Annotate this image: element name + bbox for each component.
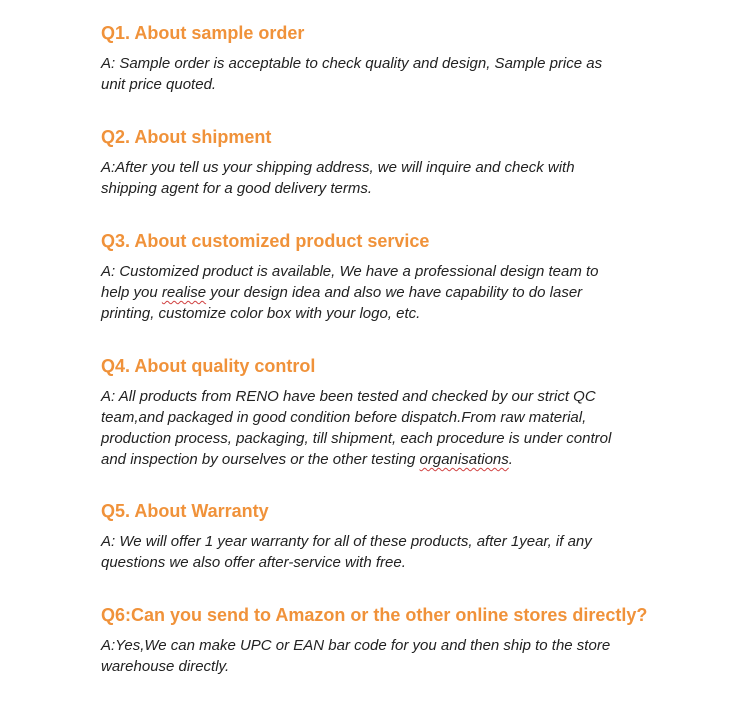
faq-question: Q5. About Warranty	[101, 501, 269, 521]
answer-line: questions we also offer after-service with free.	[101, 554, 406, 571]
answer-line: production process, packaging, till shipment, each procedure is under control	[101, 430, 612, 447]
answer-line: A: Sample order is acceptable to check quality and design, Sample price as	[101, 55, 603, 72]
faq-answer	[101, 531, 592, 573]
faq-answer	[101, 261, 599, 324]
answer-line: A: Customized product is available, We have a professional design team to	[101, 263, 599, 280]
answer-line: and inspection by ourselves or the other testing	[101, 451, 416, 468]
answer-line: your design idea and also we have capability to do laser	[210, 284, 583, 301]
answer-line: warehouse directly.	[101, 658, 230, 675]
answer-line: A: All products from RENO have been tested and checked by our strict QC	[101, 388, 596, 405]
faq-answer	[101, 53, 602, 95]
answer-line: .	[508, 451, 513, 468]
faq-question: Q1. About sample order	[101, 23, 305, 43]
faq-item-quality-control	[101, 354, 611, 470]
answer-line: printing, customize color box with your logo, etc.	[101, 305, 421, 322]
faq-item-customized-service	[101, 229, 599, 324]
faq-question: Q2. About shipment	[101, 127, 272, 147]
faq-answer	[101, 635, 647, 677]
faq-item-amazon-shipping	[101, 603, 647, 677]
answer-line: A:After you tell us your shipping address, we will inquire and check with	[101, 159, 575, 176]
answer-line: A: We will offer 1 year warranty for all of these products, after 1year, if any	[101, 533, 592, 550]
faq-item-shipment	[101, 125, 575, 199]
answer-line: unit price quoted.	[101, 76, 217, 93]
answer-line: team,and packaged in good condition before dispatch.From raw material,	[101, 409, 587, 426]
answer-line: A:Yes,We can make UPC or EAN bar code for you and then ship to the store	[101, 637, 611, 654]
faq-answer	[101, 157, 575, 199]
faq-item-sample-order	[101, 21, 602, 95]
answer-line: shipping agent for a good delivery terms.	[101, 180, 372, 197]
misspelled-word: organisations	[419, 451, 509, 468]
faq-question: Q4. About quality control	[101, 356, 316, 376]
faq-question: Q3. About customized product service	[101, 231, 430, 251]
answer-line: help you	[101, 284, 158, 301]
faq-question: Q6:Can you send to Amazon or the other online stores directly?	[101, 605, 648, 625]
faq-item-warranty	[101, 499, 592, 573]
misspelled-word: realise	[161, 284, 207, 301]
faq-answer	[101, 386, 611, 470]
